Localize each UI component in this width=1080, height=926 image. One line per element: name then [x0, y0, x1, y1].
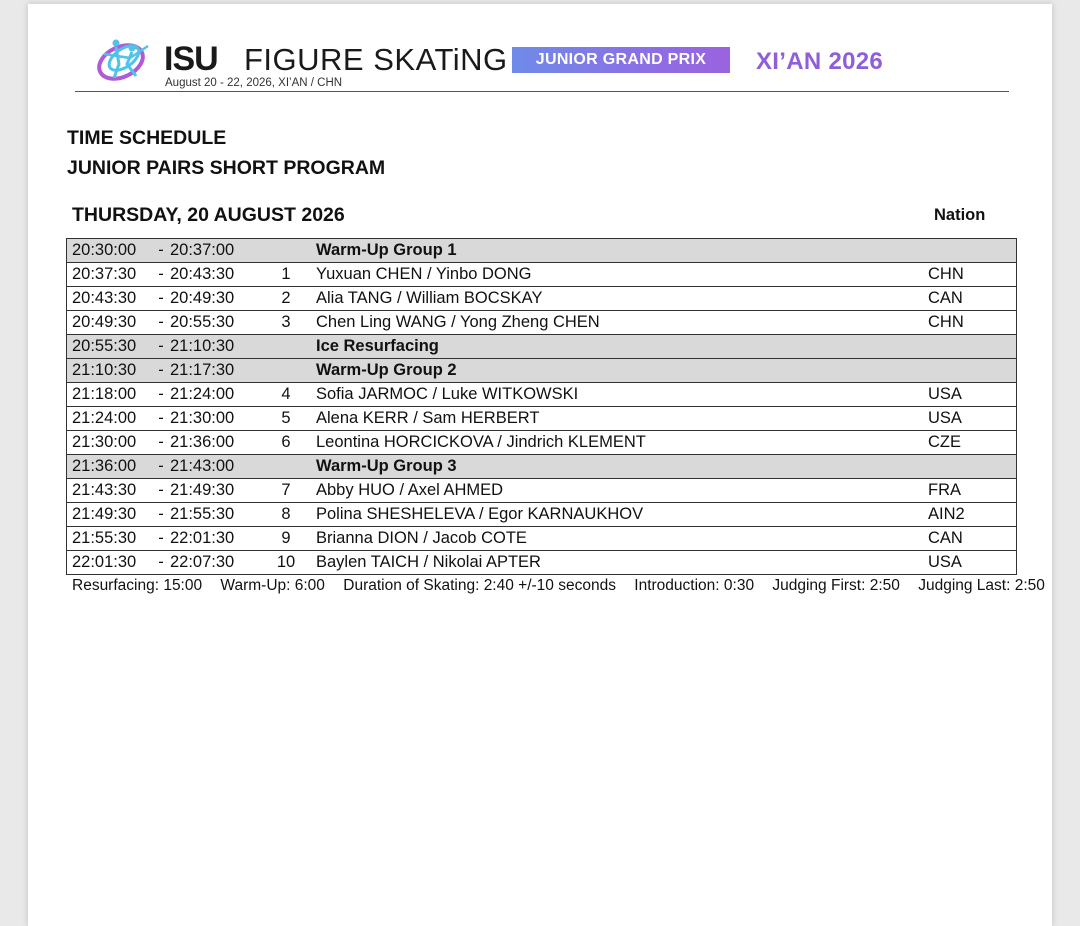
event-dates: August 20 - 22, 2026, XI’AN / CHN: [165, 77, 343, 89]
start-time: 22:01:30: [67, 551, 153, 575]
start-time: 20:49:30: [67, 311, 153, 335]
header-divider: [75, 91, 1009, 92]
isu-wordmark: ISU: [164, 40, 218, 78]
time-separator: -: [152, 311, 170, 335]
start-number: 2: [256, 287, 316, 311]
pair-name: Baylen TAICH / Nikolai APTER: [316, 551, 928, 575]
footer-judging-first: Judging First: 2:50: [772, 577, 900, 594]
start-time: 21:55:30: [67, 527, 153, 551]
time-separator: -: [152, 407, 170, 431]
schedule-footer: [72, 576, 1059, 596]
time-separator: -: [152, 263, 170, 287]
end-time: 20:49:30: [170, 287, 256, 311]
footer-duration: Duration of Skating: 2:40 +/-10 seconds: [343, 577, 616, 594]
time-separator: -: [152, 335, 170, 359]
footer-warmup: Warm-Up: 6:00: [220, 577, 325, 594]
schedule-table: [66, 238, 1017, 575]
nation-code: USA: [928, 551, 1017, 575]
time-separator: -: [152, 431, 170, 455]
end-time: 21:30:00: [170, 407, 256, 431]
group-label: Warm-Up Group 2: [316, 359, 928, 383]
start-number: [256, 239, 316, 263]
nation-code: CAN: [928, 287, 1017, 311]
time-separator: -: [152, 383, 170, 407]
time-separator: -: [152, 455, 170, 479]
schedule-row: [67, 503, 1017, 527]
start-time: 21:30:00: [67, 431, 153, 455]
document-subtitle: JUNIOR PAIRS SHORT PROGRAM: [67, 157, 386, 179]
schedule-group-row: [67, 335, 1017, 359]
nation-code: [928, 359, 1017, 383]
pair-name: Chen Ling WANG / Yong Zheng CHEN: [316, 311, 928, 335]
start-number: 9: [256, 527, 316, 551]
start-number: 8: [256, 503, 316, 527]
nation-column-header: Nation: [934, 206, 986, 224]
nation-code: [928, 455, 1017, 479]
schedule-row: [67, 383, 1017, 407]
start-time: 20:37:30: [67, 263, 153, 287]
pair-name: Alia TANG / William BOCSKAY: [316, 287, 928, 311]
schedule-group-row: [67, 455, 1017, 479]
nation-code: CHN: [928, 263, 1017, 287]
end-time: 20:37:00: [170, 239, 256, 263]
start-number: 10: [256, 551, 316, 575]
end-time: 21:43:00: [170, 455, 256, 479]
nation-code: USA: [928, 407, 1017, 431]
pair-name: Alena KERR / Sam HERBERT: [316, 407, 928, 431]
document-title: TIME SCHEDULE: [67, 127, 227, 149]
group-label: Warm-Up Group 3: [316, 455, 928, 479]
schedule-row: [67, 431, 1017, 455]
start-time: 21:49:30: [67, 503, 153, 527]
schedule-row: [67, 407, 1017, 431]
end-time: 21:36:00: [170, 431, 256, 455]
pair-name: Sofia JARMOC / Luke WITKOWSKI: [316, 383, 928, 407]
end-time: 20:55:30: [170, 311, 256, 335]
junior-grand-prix-badge: JUNIOR GRAND PRIX: [512, 47, 730, 73]
schedule-row: [67, 311, 1017, 335]
event-location: XI’AN 2026: [756, 48, 884, 75]
time-separator: -: [152, 479, 170, 503]
schedule-group-row: [67, 239, 1017, 263]
start-time: 20:30:00: [67, 239, 153, 263]
start-time: 21:24:00: [67, 407, 153, 431]
pair-name: Leontina HORCICKOVA / Jindrich KLEMENT: [316, 431, 928, 455]
skaters-logo-icon: [94, 34, 152, 86]
end-time: 21:10:30: [170, 335, 256, 359]
time-separator: -: [152, 287, 170, 311]
end-time: 21:55:30: [170, 503, 256, 527]
start-number: [256, 359, 316, 383]
document-page: [28, 4, 1052, 926]
start-number: [256, 455, 316, 479]
start-number: [256, 335, 316, 359]
time-separator: -: [152, 359, 170, 383]
start-number: 1: [256, 263, 316, 287]
figure-skating-wordmark: FIGURE SKATiNG: [244, 42, 508, 77]
nation-code: AIN2: [928, 503, 1017, 527]
time-separator: -: [152, 239, 170, 263]
pair-name: Abby HUO / Axel AHMED: [316, 479, 928, 503]
schedule-row: [67, 479, 1017, 503]
start-number: 6: [256, 431, 316, 455]
time-separator: -: [152, 551, 170, 575]
schedule-row: [67, 551, 1017, 575]
footer-judging-last: Judging Last: 2:50: [918, 577, 1045, 594]
nation-code: FRA: [928, 479, 1017, 503]
end-time: 21:17:30: [170, 359, 256, 383]
schedule-row: [67, 263, 1017, 287]
start-time: 21:18:00: [67, 383, 153, 407]
nation-code: [928, 239, 1017, 263]
end-time: 20:43:30: [170, 263, 256, 287]
end-time: 22:01:30: [170, 527, 256, 551]
time-separator: -: [152, 527, 170, 551]
footer-resurfacing: Resurfacing: 15:00: [72, 577, 203, 594]
pair-name: Brianna DION / Jacob COTE: [316, 527, 928, 551]
pair-name: Yuxuan CHEN / Yinbo DONG: [316, 263, 928, 287]
end-time: 21:24:00: [170, 383, 256, 407]
footer-introduction: Introduction: 0:30: [634, 577, 755, 594]
time-separator: -: [152, 503, 170, 527]
start-time: 21:36:00: [67, 455, 153, 479]
start-number: 4: [256, 383, 316, 407]
nation-code: [928, 335, 1017, 359]
nation-code: CAN: [928, 527, 1017, 551]
schedule-group-row: [67, 359, 1017, 383]
nation-code: CZE: [928, 431, 1017, 455]
start-number: 5: [256, 407, 316, 431]
nation-code: USA: [928, 383, 1017, 407]
group-label: Ice Resurfacing: [316, 335, 928, 359]
start-time: 20:43:30: [67, 287, 153, 311]
end-time: 22:07:30: [170, 551, 256, 575]
end-time: 21:49:30: [170, 479, 256, 503]
start-time: 21:43:30: [67, 479, 153, 503]
start-time: 20:55:30: [67, 335, 153, 359]
start-number: 7: [256, 479, 316, 503]
start-number: 3: [256, 311, 316, 335]
event-header: [28, 4, 1052, 96]
schedule-row: [67, 527, 1017, 551]
start-time: 21:10:30: [67, 359, 153, 383]
group-label: Warm-Up Group 1: [316, 239, 928, 263]
pair-name: Polina SHESHELEVA / Egor KARNAUKHOV: [316, 503, 928, 527]
schedule-row: [67, 287, 1017, 311]
nation-code: CHN: [928, 311, 1017, 335]
day-heading: THURSDAY, 20 AUGUST 2026: [72, 204, 345, 226]
